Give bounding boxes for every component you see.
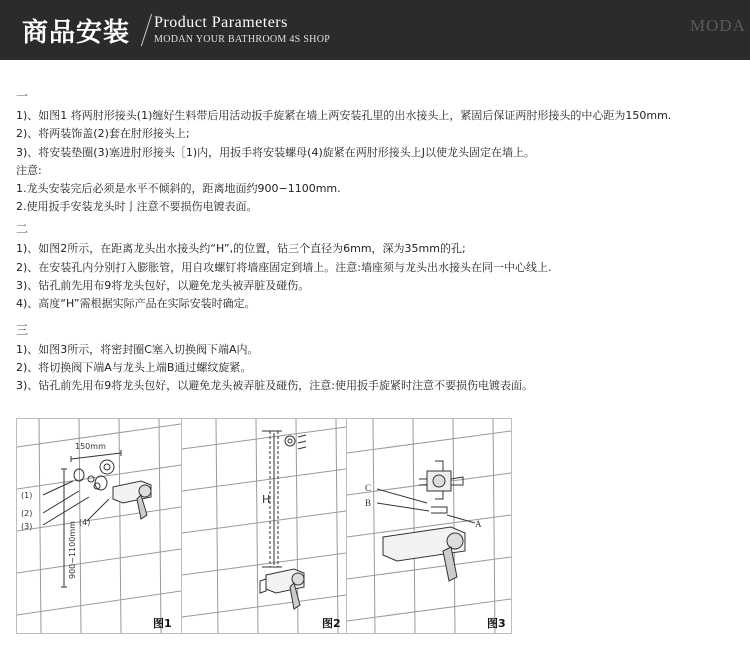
callout-2: (2) bbox=[21, 509, 33, 518]
figure-2-drawing bbox=[182, 419, 346, 633]
section-heading-3: 三 bbox=[16, 323, 29, 337]
callout-a: A bbox=[475, 519, 482, 529]
section-heading-2: 二 bbox=[16, 222, 29, 236]
title-divider bbox=[141, 14, 152, 46]
dim-label-height: 900~1100mm bbox=[68, 521, 77, 579]
note-line: 1.龙头安装完后必须是水平不倾斜的，距离地面约900−1100mm. bbox=[16, 182, 341, 195]
title-en: Product Parameters bbox=[154, 14, 288, 31]
instruction-line: 3)、将安装垫圈(3)塞进肘形接头［1)内，用扳手将安装螺母(4)旋紧在两肘形接头上J以使龙头固定在墙上。 bbox=[16, 146, 535, 159]
callout-b: B bbox=[365, 498, 372, 508]
figure-3-label: 图3 bbox=[487, 617, 506, 630]
figure-1-label: 图1 bbox=[153, 617, 172, 630]
page-title: 商品安装 bbox=[22, 18, 131, 48]
instruction-line: 2)、将两装饰盖(2)套在肘形接头上; bbox=[16, 127, 190, 140]
instruction-line: 1)、如图2所示，在距离龙头出水接头约“H”,的位置，钻三个直径为6mm，深为35mm的孔; bbox=[16, 242, 466, 255]
instruction-line: 2)、将切换阀下端A与龙头上端B通过螺纹旋紧。 bbox=[16, 361, 252, 374]
instruction-line: 1)、如图3所示，将密封圈C塞入切换阀下端A内。 bbox=[16, 343, 259, 356]
figure-2-label: 图2 bbox=[322, 617, 341, 630]
figure-1 bbox=[16, 418, 182, 634]
figure-2 bbox=[181, 418, 347, 634]
callout-1: (1) bbox=[21, 491, 33, 500]
figure-1-drawing bbox=[17, 419, 181, 633]
instruction-line: 3)、钻孔前先用布9将龙头包好，以避免龙头被弄脏及碰伤，注意:使用扳手旋紧时注意不要损伤电镀表面。 bbox=[16, 379, 533, 392]
callout-3: (3) bbox=[21, 522, 33, 531]
installation-figures bbox=[16, 418, 510, 632]
note-label: 注意: bbox=[16, 164, 42, 177]
brand-watermark: MODA bbox=[690, 16, 746, 35]
callout-c: C bbox=[365, 483, 372, 493]
callout-4: (4) bbox=[79, 518, 91, 527]
instruction-line: 1)、如图1 将两肘形接头(1)缠好生料带后用活动扳手旋紧在墙上两安装孔里的出水接头上，紧固后保证两肘形接头的中心距为150mm. bbox=[16, 109, 672, 122]
subtitle-en: MODAN YOUR BATHROOM 4S SHOP bbox=[154, 34, 331, 45]
section-heading-1: 一 bbox=[16, 89, 29, 103]
figure-3-drawing bbox=[347, 419, 511, 633]
instruction-line: 2)、在安装孔内分别打入膨胀管，用自攻螺钉将墙座固定到墙上。注意:墙座须与龙头出水接头在同一中心线上. bbox=[16, 261, 552, 274]
figure-3 bbox=[346, 418, 512, 634]
dim-label-h: H bbox=[262, 493, 271, 506]
instruction-line: 3)、钻孔前先用布9将龙头包好，以避免龙头被弄脏及碰伤。 bbox=[16, 279, 310, 292]
note-line: 2.使用扳手安装龙头时亅注意不要损伤电镀表面。 bbox=[16, 200, 258, 213]
header-banner bbox=[0, 0, 750, 60]
dim-label-150: 150mm bbox=[75, 442, 106, 451]
instruction-line: 4)、高度“H”需根据实际产品在实际安装时确定。 bbox=[16, 297, 256, 310]
